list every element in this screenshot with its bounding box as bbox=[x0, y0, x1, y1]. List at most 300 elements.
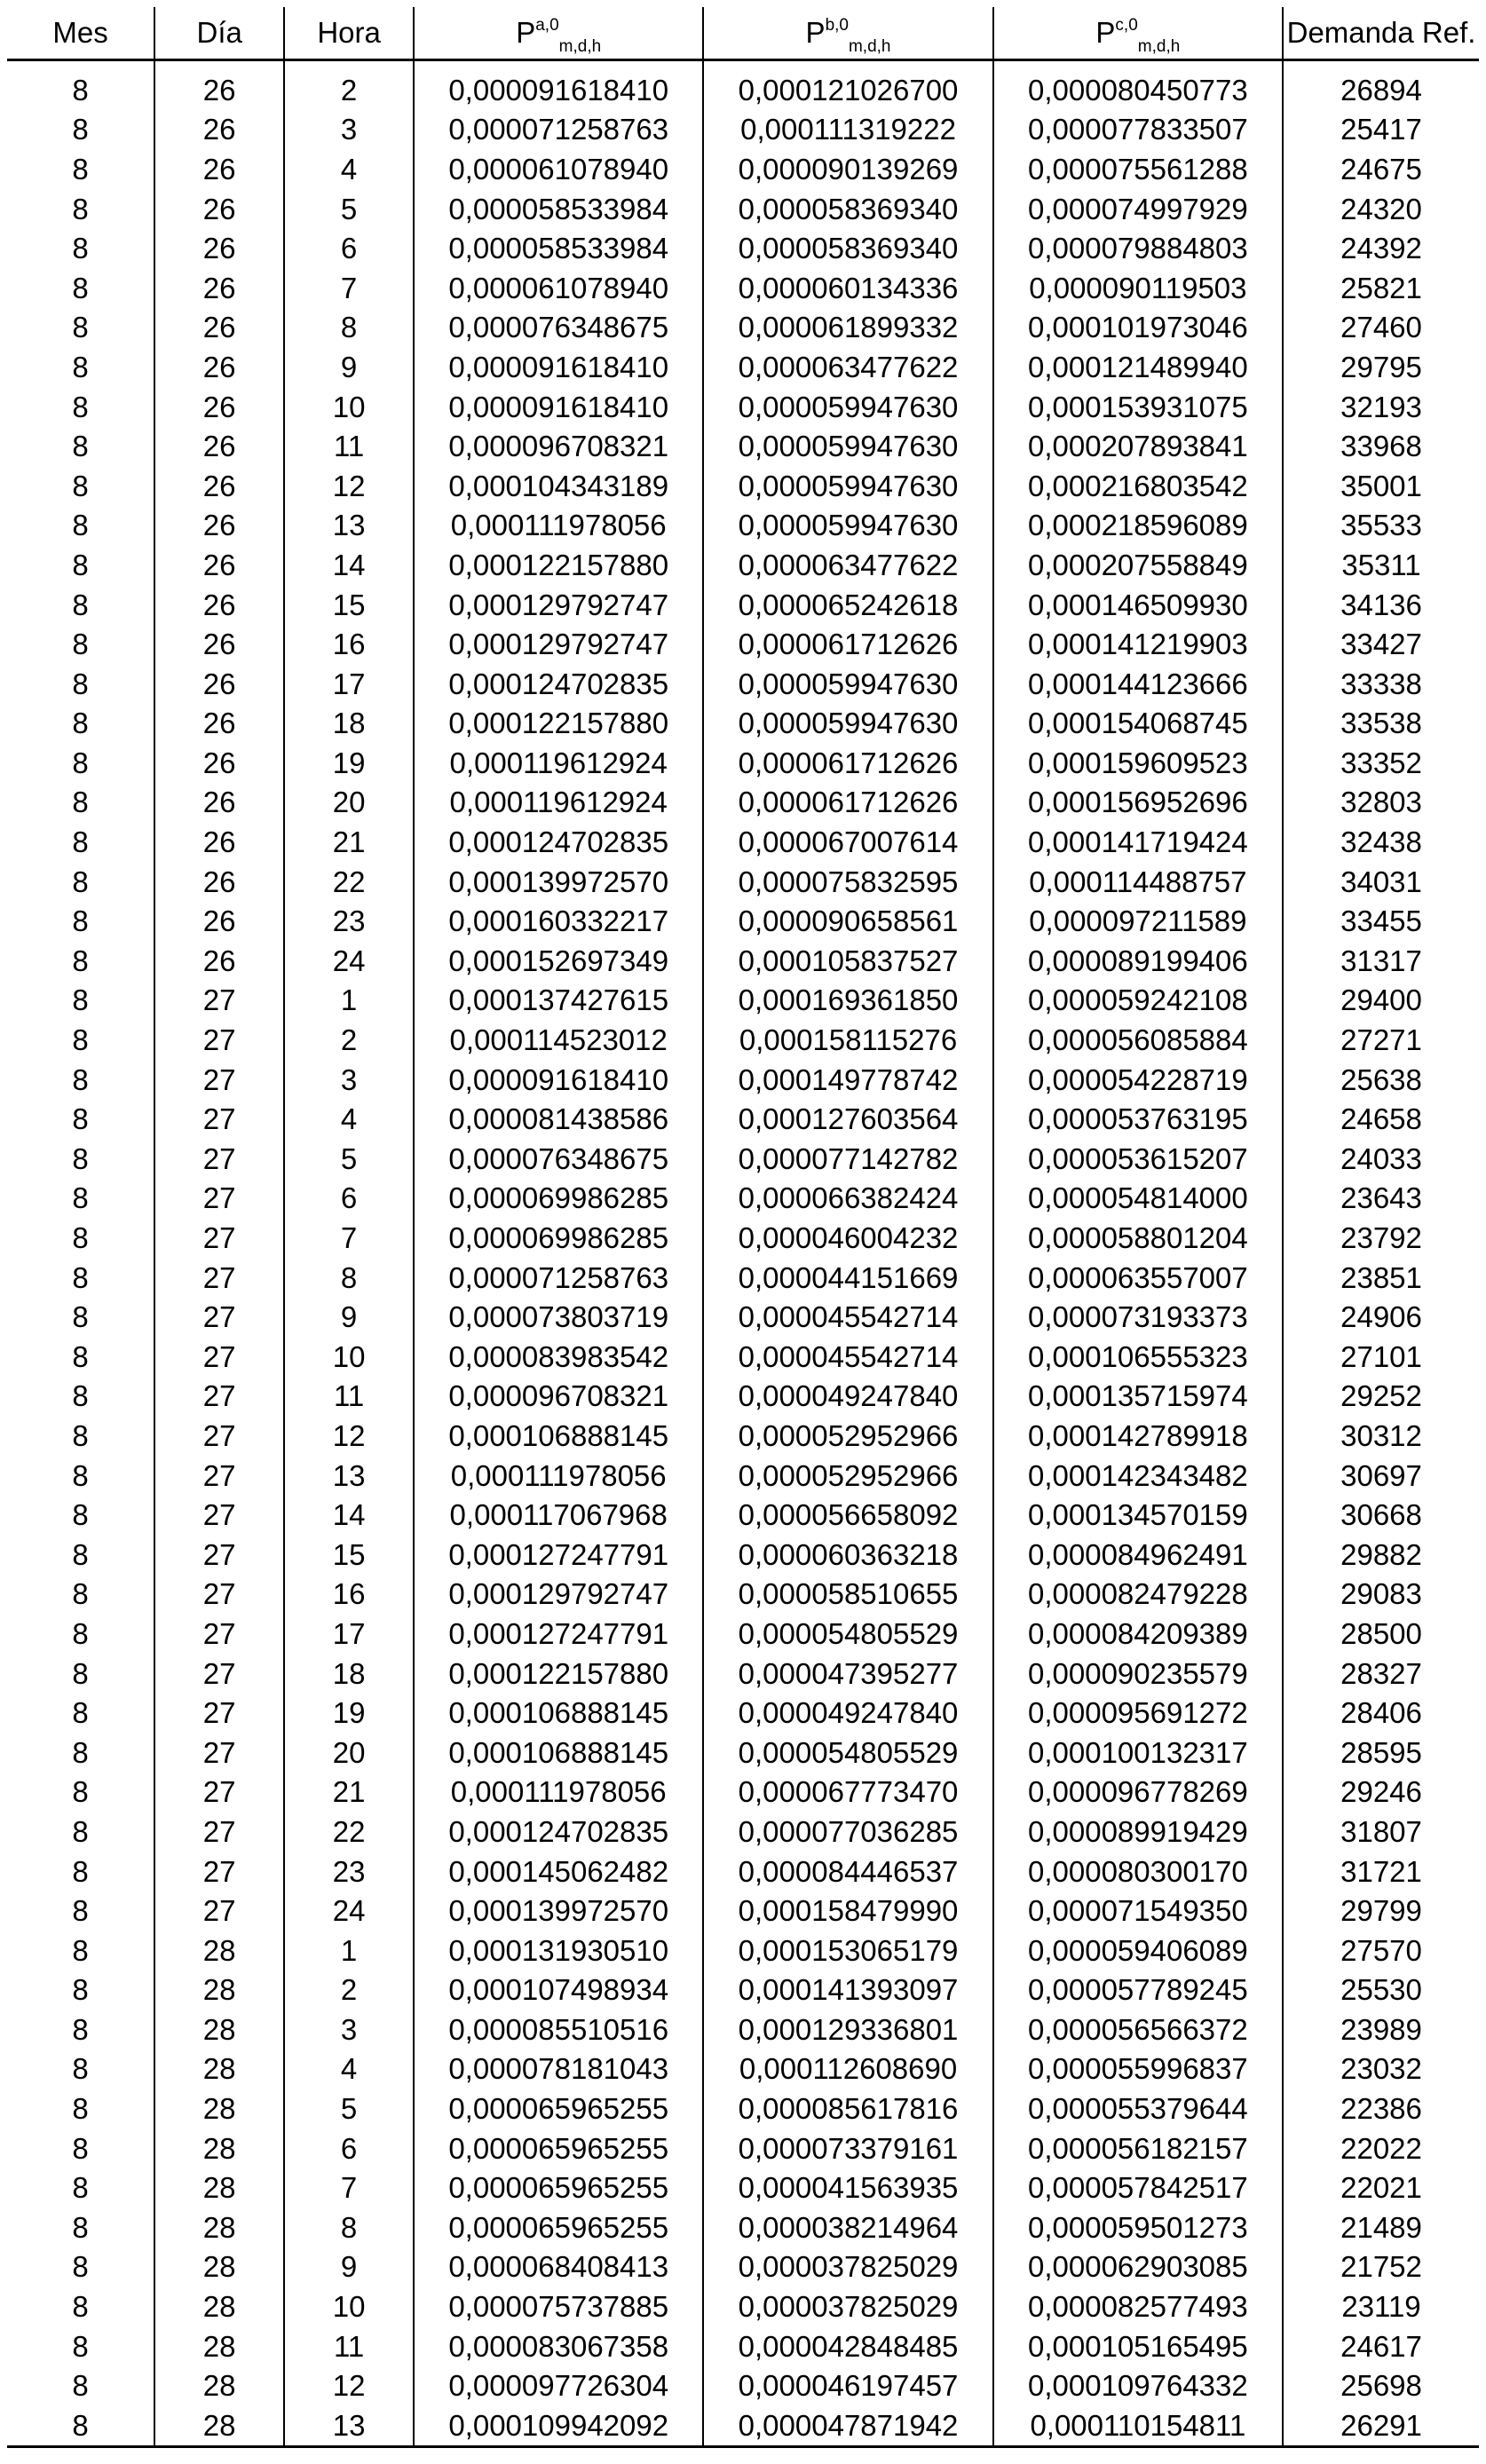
pb-base: P bbox=[805, 16, 826, 49]
cell-mes: 8 bbox=[72, 1379, 89, 1413]
cell-dia: 26 bbox=[154, 743, 284, 783]
cell-pb: 0,000067773470 bbox=[703, 1773, 992, 1812]
cell-demanda: 35311 bbox=[1283, 545, 1479, 585]
cell-dia: 26 bbox=[154, 466, 284, 506]
cell-mes: 8 bbox=[72, 350, 89, 383]
cell-pb: 0,000063477622 bbox=[703, 347, 992, 387]
cell-hora: 15 bbox=[284, 585, 414, 625]
cell-pc: 0,000105165495 bbox=[993, 2326, 1283, 2366]
cell-pa: 0,000127247791 bbox=[414, 1535, 703, 1575]
cell-demanda: 25821 bbox=[1283, 268, 1479, 308]
cell-pa: 0,000111978056 bbox=[414, 506, 703, 546]
cell-pc: 0,000062903085 bbox=[993, 2247, 1283, 2287]
cell-hora: 17 bbox=[284, 664, 414, 704]
table-row bbox=[7, 1337, 1479, 1377]
cell-dia: 26 bbox=[154, 149, 284, 189]
cell-pa: 0,000083067358 bbox=[414, 2326, 703, 2366]
cell-pc: 0,000089919429 bbox=[993, 1812, 1283, 1852]
pc-superscript: c,0 bbox=[1115, 16, 1138, 35]
pb-superscript: b,0 bbox=[825, 16, 849, 35]
cell-demanda: 29246 bbox=[1283, 1773, 1479, 1812]
cell-mes: 8 bbox=[72, 628, 89, 661]
cell-pa: 0,000111978056 bbox=[414, 1456, 703, 1496]
cell-demanda: 31721 bbox=[1283, 1852, 1479, 1891]
cell-pb: 0,000105837527 bbox=[703, 941, 992, 981]
cell-hora: 12 bbox=[284, 466, 414, 506]
cell-pa: 0,000106888145 bbox=[414, 1416, 703, 1456]
cell-demanda: 35533 bbox=[1283, 506, 1479, 546]
cell-pb: 0,000141393097 bbox=[703, 1970, 992, 2010]
cell-hora: 4 bbox=[284, 1099, 414, 1139]
cell-pb: 0,000127603564 bbox=[703, 1099, 992, 1139]
cell-demanda: 33338 bbox=[1283, 664, 1479, 704]
cell-mes: 8 bbox=[72, 944, 89, 977]
cell-pc: 0,000109764332 bbox=[993, 2365, 1283, 2405]
cell-pc: 0,000055996837 bbox=[993, 2049, 1283, 2089]
cell-dia: 26 bbox=[154, 189, 284, 229]
cell-pc: 0,000134570159 bbox=[993, 1495, 1283, 1535]
cell-hora: 4 bbox=[284, 149, 414, 189]
cell-demanda: 33352 bbox=[1283, 743, 1479, 783]
cell-pc: 0,000075561288 bbox=[993, 149, 1283, 189]
cell-pc: 0,000056566372 bbox=[993, 2010, 1283, 2049]
cell-pb: 0,000059947630 bbox=[703, 426, 992, 466]
table-row bbox=[7, 2128, 1479, 2168]
cell-dia: 26 bbox=[154, 545, 284, 585]
cell-demanda: 21752 bbox=[1283, 2247, 1479, 2287]
cell-dia: 26 bbox=[154, 228, 284, 268]
cell-pc: 0,000053763195 bbox=[993, 1099, 1283, 1139]
cell-demanda: 27460 bbox=[1283, 308, 1479, 348]
cell-pc: 0,000059501273 bbox=[993, 2207, 1283, 2247]
cell-pa: 0,000091618410 bbox=[414, 60, 703, 110]
cell-pc: 0,000082577493 bbox=[993, 2286, 1283, 2326]
cell-pc: 0,000095691272 bbox=[993, 1693, 1283, 1733]
cell-pa: 0,000061078940 bbox=[414, 149, 703, 189]
cell-pc: 0,000059406089 bbox=[993, 1931, 1283, 1970]
cell-pc: 0,000153931075 bbox=[993, 387, 1283, 427]
cell-hora: 2 bbox=[284, 1020, 414, 1060]
table-row bbox=[7, 981, 1479, 1021]
cell-pa: 0,000065965255 bbox=[414, 2128, 703, 2168]
cell-dia: 27 bbox=[154, 981, 284, 1021]
cell-pa: 0,000129792747 bbox=[414, 624, 703, 664]
cell-mes: 8 bbox=[72, 746, 89, 779]
cell-dia: 26 bbox=[154, 585, 284, 625]
cell-pa: 0,000076348675 bbox=[414, 1139, 703, 1179]
table-row bbox=[7, 2286, 1479, 2326]
cell-dia: 26 bbox=[154, 822, 284, 862]
cell-mes: 8 bbox=[72, 548, 89, 581]
cell-dia: 27 bbox=[154, 1258, 284, 1298]
cell-mes: 8 bbox=[72, 509, 89, 542]
table-row bbox=[7, 1218, 1479, 1258]
cell-mes: 8 bbox=[72, 1854, 89, 1888]
cell-pb: 0,000045542714 bbox=[703, 1337, 992, 1377]
table-row bbox=[7, 347, 1479, 387]
cell-hora: 21 bbox=[284, 1773, 414, 1812]
cell-pb: 0,000065242618 bbox=[703, 585, 992, 625]
cell-hora: 14 bbox=[284, 1495, 414, 1535]
cell-pc: 0,000218596089 bbox=[993, 506, 1283, 546]
table-row bbox=[7, 387, 1479, 427]
cell-dia: 26 bbox=[154, 347, 284, 387]
cell-mes: 8 bbox=[72, 2052, 89, 2086]
cell-mes: 8 bbox=[72, 707, 89, 740]
cell-pc: 0,000141219903 bbox=[993, 624, 1283, 664]
cell-pa: 0,000137427615 bbox=[414, 981, 703, 1021]
table-row bbox=[7, 1931, 1479, 1970]
cell-demanda: 23851 bbox=[1283, 1258, 1479, 1298]
cell-mes: 8 bbox=[72, 73, 89, 107]
cell-pa: 0,000058533984 bbox=[414, 189, 703, 229]
cell-hora: 19 bbox=[284, 1693, 414, 1733]
cell-dia: 28 bbox=[154, 2010, 284, 2049]
cell-hora: 8 bbox=[284, 308, 414, 348]
cell-pa: 0,000083983542 bbox=[414, 1337, 703, 1377]
cell-dia: 27 bbox=[154, 1614, 284, 1654]
table-row bbox=[7, 2365, 1479, 2405]
cell-pa: 0,000124702835 bbox=[414, 1812, 703, 1852]
cell-pb: 0,000085617816 bbox=[703, 2089, 992, 2128]
cell-demanda: 35001 bbox=[1283, 466, 1479, 506]
cell-pa: 0,000069986285 bbox=[414, 1218, 703, 1258]
table-row bbox=[7, 1416, 1479, 1456]
table-row bbox=[7, 1179, 1479, 1219]
cell-demanda: 23119 bbox=[1283, 2286, 1479, 2326]
pa-subscript: m,d,h bbox=[558, 37, 602, 56]
cell-pb: 0,000061899332 bbox=[703, 308, 992, 348]
cell-hora: 23 bbox=[284, 1852, 414, 1891]
cell-hora: 10 bbox=[284, 2286, 414, 2326]
cell-pb: 0,000149778742 bbox=[703, 1060, 992, 1100]
cell-pb: 0,000158479990 bbox=[703, 1891, 992, 1931]
cell-mes: 8 bbox=[72, 1933, 89, 1967]
column-header-demanda: Demanda Ref. bbox=[1283, 7, 1479, 60]
cell-demanda: 24658 bbox=[1283, 1099, 1479, 1139]
header-row bbox=[7, 7, 1479, 60]
cell-pb: 0,000169361850 bbox=[703, 981, 992, 1021]
cell-pc: 0,000071549350 bbox=[993, 1891, 1283, 1931]
cell-hora: 16 bbox=[284, 1575, 414, 1615]
cell-demanda: 25698 bbox=[1283, 2365, 1479, 2405]
cell-demanda: 25417 bbox=[1283, 110, 1479, 150]
cell-pa: 0,000061078940 bbox=[414, 268, 703, 308]
table-row bbox=[7, 426, 1479, 466]
cell-dia: 27 bbox=[154, 1654, 284, 1694]
cell-pc: 0,000207893841 bbox=[993, 426, 1283, 466]
cell-dia: 26 bbox=[154, 308, 284, 348]
cell-hora: 22 bbox=[284, 1812, 414, 1852]
cell-pc: 0,000135715974 bbox=[993, 1377, 1283, 1417]
cell-mes: 8 bbox=[72, 983, 89, 1017]
cell-demanda: 29882 bbox=[1283, 1535, 1479, 1575]
cell-pb: 0,000061712626 bbox=[703, 743, 992, 783]
cell-pc: 0,000216803542 bbox=[993, 466, 1283, 506]
cell-dia: 27 bbox=[154, 1416, 284, 1456]
cell-mes: 8 bbox=[72, 1616, 89, 1650]
cell-pa: 0,000058533984 bbox=[414, 228, 703, 268]
cell-pb: 0,000058369340 bbox=[703, 189, 992, 229]
cell-pc: 0,000079884803 bbox=[993, 228, 1283, 268]
pb-subscript: m,d,h bbox=[848, 37, 891, 56]
cell-hora: 16 bbox=[284, 624, 414, 664]
cell-pc: 0,000054814000 bbox=[993, 1179, 1283, 1219]
cell-demanda: 30668 bbox=[1283, 1495, 1479, 1535]
cell-hora: 12 bbox=[284, 2365, 414, 2405]
column-header-mes: Mes bbox=[7, 7, 154, 60]
cell-dia: 26 bbox=[154, 110, 284, 150]
cell-mes: 8 bbox=[72, 1300, 89, 1334]
table-body bbox=[7, 60, 1479, 2447]
cell-pa: 0,000122157880 bbox=[414, 1654, 703, 1694]
cell-pc: 0,000084962491 bbox=[993, 1535, 1283, 1575]
cell-hora: 5 bbox=[284, 1139, 414, 1179]
table-row bbox=[7, 2168, 1479, 2207]
cell-pc: 0,000082479228 bbox=[993, 1575, 1283, 1615]
cell-hora: 15 bbox=[284, 1535, 414, 1575]
cell-mes: 8 bbox=[72, 1775, 89, 1809]
cell-mes: 8 bbox=[72, 1696, 89, 1730]
table-row bbox=[7, 268, 1479, 308]
cell-mes: 8 bbox=[72, 1458, 89, 1492]
cell-pa: 0,000104343189 bbox=[414, 466, 703, 506]
cell-pc: 0,000141719424 bbox=[993, 822, 1283, 862]
cell-demanda: 28327 bbox=[1283, 1654, 1479, 1694]
cell-pb: 0,000077142782 bbox=[703, 1139, 992, 1179]
cell-pb: 0,000059947630 bbox=[703, 466, 992, 506]
cell-hora: 20 bbox=[284, 1733, 414, 1773]
cell-dia: 27 bbox=[154, 1733, 284, 1773]
table-row bbox=[7, 1575, 1479, 1615]
table-row bbox=[7, 624, 1479, 664]
table-row bbox=[7, 1693, 1479, 1733]
cell-dia: 27 bbox=[154, 1377, 284, 1417]
cell-pb: 0,000077036285 bbox=[703, 1812, 992, 1852]
cell-pa: 0,000139972570 bbox=[414, 1891, 703, 1931]
cell-mes: 8 bbox=[72, 904, 89, 938]
cell-hora: 10 bbox=[284, 1337, 414, 1377]
cell-pb: 0,000046004232 bbox=[703, 1218, 992, 1258]
cell-demanda: 29795 bbox=[1283, 347, 1479, 387]
cell-hora: 11 bbox=[284, 2326, 414, 2366]
cell-demanda: 30697 bbox=[1283, 1456, 1479, 1496]
cell-mes: 8 bbox=[72, 2290, 89, 2324]
cell-pb: 0,000052952966 bbox=[703, 1456, 992, 1496]
cell-pa: 0,000091618410 bbox=[414, 387, 703, 427]
cell-pc: 0,000054228719 bbox=[993, 1060, 1283, 1100]
cell-pb: 0,000059947630 bbox=[703, 704, 992, 744]
cell-hora: 6 bbox=[284, 1179, 414, 1219]
table-row bbox=[7, 2089, 1479, 2128]
cell-pb: 0,000054805529 bbox=[703, 1733, 992, 1773]
pc-subscript: m,d,h bbox=[1137, 37, 1181, 56]
cell-hora: 23 bbox=[284, 901, 414, 941]
cell-dia: 28 bbox=[154, 1970, 284, 2010]
cell-pb: 0,000112608690 bbox=[703, 2049, 992, 2089]
table-row bbox=[7, 2010, 1479, 2049]
cell-pa: 0,000065965255 bbox=[414, 2168, 703, 2207]
cell-hora: 11 bbox=[284, 1377, 414, 1417]
cell-pa: 0,000069986285 bbox=[414, 1179, 703, 1219]
cell-demanda: 28500 bbox=[1283, 1614, 1479, 1654]
table-row bbox=[7, 1297, 1479, 1337]
cell-pc: 0,000056085884 bbox=[993, 1020, 1283, 1060]
cell-hora: 1 bbox=[284, 981, 414, 1021]
cell-hora: 12 bbox=[284, 1416, 414, 1456]
cell-demanda: 27570 bbox=[1283, 1931, 1479, 1970]
cell-demanda: 30312 bbox=[1283, 1416, 1479, 1456]
cell-demanda: 33968 bbox=[1283, 426, 1479, 466]
cell-demanda: 24675 bbox=[1283, 149, 1479, 189]
cell-hora: 2 bbox=[284, 60, 414, 110]
cell-hora: 7 bbox=[284, 268, 414, 308]
cell-hora: 6 bbox=[284, 228, 414, 268]
cell-dia: 28 bbox=[154, 2168, 284, 2207]
cell-pb: 0,000060134336 bbox=[703, 268, 992, 308]
cell-dia: 28 bbox=[154, 2365, 284, 2405]
cell-pb: 0,000047871942 bbox=[703, 2405, 992, 2446]
cell-dia: 27 bbox=[154, 1891, 284, 1931]
cell-demanda: 24320 bbox=[1283, 189, 1479, 229]
cell-mes: 8 bbox=[72, 1656, 89, 1690]
cell-pc: 0,000077833507 bbox=[993, 110, 1283, 150]
cell-demanda: 24392 bbox=[1283, 228, 1479, 268]
cell-pa: 0,000111978056 bbox=[414, 1773, 703, 1812]
cell-dia: 27 bbox=[154, 1218, 284, 1258]
table-row bbox=[7, 1654, 1479, 1694]
cell-hora: 5 bbox=[284, 189, 414, 229]
table-row bbox=[7, 1614, 1479, 1654]
cell-mes: 8 bbox=[72, 667, 89, 700]
column-header-pa bbox=[414, 7, 703, 60]
cell-pa: 0,000091618410 bbox=[414, 1060, 703, 1100]
table-row bbox=[7, 1773, 1479, 1812]
table-row bbox=[7, 149, 1479, 189]
pc-base: P bbox=[1095, 16, 1116, 49]
cell-dia: 27 bbox=[154, 1812, 284, 1852]
cell-pb: 0,000158115276 bbox=[703, 1020, 992, 1060]
cell-mes: 8 bbox=[72, 232, 89, 265]
cell-hora: 24 bbox=[284, 1891, 414, 1931]
cell-mes: 8 bbox=[72, 786, 89, 819]
cell-pc: 0,000101973046 bbox=[993, 308, 1283, 348]
cell-mes: 8 bbox=[72, 1537, 89, 1571]
cell-dia: 26 bbox=[154, 624, 284, 664]
table-row bbox=[7, 1970, 1479, 2010]
cell-dia: 28 bbox=[154, 2128, 284, 2168]
cell-pb: 0,000052952966 bbox=[703, 1416, 992, 1456]
cell-mes: 8 bbox=[72, 1814, 89, 1848]
cell-hora: 10 bbox=[284, 387, 414, 427]
cell-demanda: 26291 bbox=[1283, 2405, 1479, 2446]
table-row bbox=[7, 862, 1479, 902]
cell-pa: 0,000065965255 bbox=[414, 2089, 703, 2128]
pa-superscript: a,0 bbox=[535, 16, 559, 35]
cell-dia: 28 bbox=[154, 2286, 284, 2326]
column-header-hora: Hora bbox=[284, 7, 414, 60]
cell-demanda: 27101 bbox=[1283, 1337, 1479, 1377]
cell-pa: 0,000129792747 bbox=[414, 1575, 703, 1615]
cell-hora: 6 bbox=[284, 2128, 414, 2168]
cell-pc: 0,000142789918 bbox=[993, 1416, 1283, 1456]
cell-mes: 8 bbox=[72, 1339, 89, 1373]
cell-pc: 0,000154068745 bbox=[993, 704, 1283, 744]
cell-demanda: 33538 bbox=[1283, 704, 1479, 744]
cell-pa: 0,000071258763 bbox=[414, 110, 703, 150]
cell-mes: 8 bbox=[72, 865, 89, 898]
cell-mes: 8 bbox=[72, 588, 89, 621]
cell-dia: 27 bbox=[154, 1535, 284, 1575]
cell-dia: 26 bbox=[154, 901, 284, 941]
cell-demanda: 29252 bbox=[1283, 1377, 1479, 1417]
cell-mes: 8 bbox=[72, 2012, 89, 2046]
cell-demanda: 21489 bbox=[1283, 2207, 1479, 2247]
cell-hora: 18 bbox=[284, 1654, 414, 1694]
cell-pa: 0,000117067968 bbox=[414, 1495, 703, 1535]
cell-mes: 8 bbox=[72, 430, 89, 463]
cell-pb: 0,000067007614 bbox=[703, 822, 992, 862]
cell-dia: 27 bbox=[154, 1495, 284, 1535]
table-row bbox=[7, 506, 1479, 546]
cell-pb: 0,000073379161 bbox=[703, 2128, 992, 2168]
cell-dia: 27 bbox=[154, 1179, 284, 1219]
cell-dia: 26 bbox=[154, 941, 284, 981]
cell-pc: 0,000146509930 bbox=[993, 585, 1283, 625]
cell-demanda: 31317 bbox=[1283, 941, 1479, 981]
cell-mes: 8 bbox=[72, 1418, 89, 1452]
cell-pb: 0,000049247840 bbox=[703, 1693, 992, 1733]
column-header-pb bbox=[703, 7, 992, 60]
cell-pa: 0,000129792747 bbox=[414, 585, 703, 625]
cell-demanda: 28406 bbox=[1283, 1693, 1479, 1733]
cell-hora: 13 bbox=[284, 506, 414, 546]
cell-pb: 0,000063477622 bbox=[703, 545, 992, 585]
table-row bbox=[7, 901, 1479, 941]
cell-pa: 0,000065965255 bbox=[414, 2207, 703, 2247]
cell-pb: 0,000059947630 bbox=[703, 664, 992, 704]
table-row bbox=[7, 308, 1479, 348]
table-row bbox=[7, 2207, 1479, 2247]
cell-pc: 0,000058801204 bbox=[993, 1218, 1283, 1258]
cell-mes: 8 bbox=[72, 1260, 89, 1294]
cell-hora: 9 bbox=[284, 347, 414, 387]
cell-pb: 0,000054805529 bbox=[703, 1614, 992, 1654]
cell-pb: 0,000111319222 bbox=[703, 110, 992, 150]
cell-pc: 0,000121489940 bbox=[993, 347, 1283, 387]
cell-mes: 8 bbox=[72, 1498, 89, 1532]
cell-mes: 8 bbox=[72, 1894, 89, 1928]
cell-pc: 0,000059242108 bbox=[993, 981, 1283, 1021]
cell-dia: 27 bbox=[154, 1773, 284, 1812]
cell-pa: 0,000071258763 bbox=[414, 1258, 703, 1298]
table-row bbox=[7, 2247, 1479, 2287]
cell-hora: 2 bbox=[284, 1970, 414, 2010]
cell-hora: 9 bbox=[284, 2247, 414, 2287]
cell-pb: 0,000058369340 bbox=[703, 228, 992, 268]
cell-pc: 0,000097211589 bbox=[993, 901, 1283, 941]
cell-pc: 0,000080300170 bbox=[993, 1852, 1283, 1891]
cell-pb: 0,000059947630 bbox=[703, 387, 992, 427]
cell-hora: 20 bbox=[284, 783, 414, 823]
cell-pa: 0,000078181043 bbox=[414, 2049, 703, 2089]
cell-pb: 0,000061712626 bbox=[703, 783, 992, 823]
cell-dia: 28 bbox=[154, 2089, 284, 2128]
cell-pc: 0,000110154811 bbox=[993, 2405, 1283, 2446]
cell-dia: 28 bbox=[154, 2326, 284, 2366]
table-row bbox=[7, 1099, 1479, 1139]
table-row bbox=[7, 585, 1479, 625]
